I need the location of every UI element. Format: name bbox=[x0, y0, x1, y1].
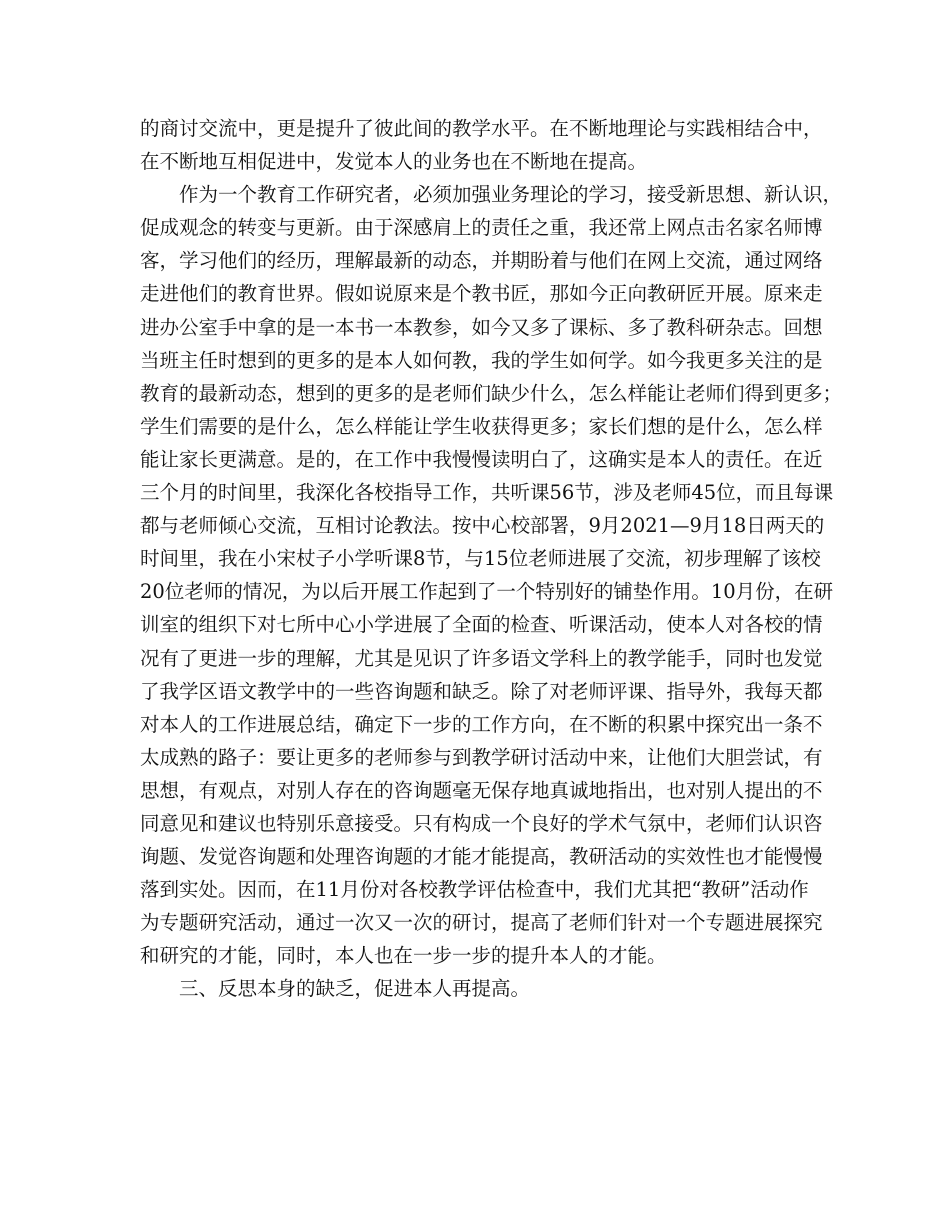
paragraph-line: 作为一个教育工作研究者，必须加强业务理论的学习，接受新思想、新认识， bbox=[179, 183, 843, 207]
paragraph-line: 教育的最新动态，想到的更多的是老师们缺少什么，怎么样能让老师们得到更多； bbox=[140, 381, 843, 405]
paragraph-line: 询题、发觉咨询题和处理咨询题的才能才能提高，教研活动的实效性也才能慢慢 bbox=[140, 845, 823, 869]
paragraph-line: 促成观念的转变与更新。由于深感肩上的责任之重，我还常上网点击名家名师博 bbox=[140, 216, 823, 240]
paragraph-line: 和研究的才能，同时，本人也在一步一步的提升本人的才能。 bbox=[140, 944, 667, 968]
section-heading: 三、反思本身的缺乏，促进本人再提高。 bbox=[179, 977, 531, 1001]
paragraph-line: 20位老师的情况，为以后开展工作起到了一个特别好的铺垫作用。10月份，在研 bbox=[140, 580, 834, 604]
paragraph-line: 当班主任时想到的更多的是本人如何教，我的学生如何学。如今我更多关注的是 bbox=[140, 348, 823, 372]
paragraph-line: 都与老师倾心交流，互相讨论教法。按中心校部署，9月2021—9月18日两天的 bbox=[140, 514, 825, 538]
paragraph-line: 三个月的时间里，我深化各校指导工作，共听课56节，涉及老师45位，而且每课 bbox=[140, 481, 834, 505]
paragraph-line: 思想，有观点，对别人存在的咨询题毫无保存地真诚地指出，也对别人提出的不 bbox=[140, 778, 823, 802]
paragraph-line: 了我学区语文教学中的一些咨询题和缺乏。除了对老师评课、指导外，我每天都 bbox=[140, 679, 823, 703]
paragraph-line: 况有了更进一步的理解，尤其是见识了许多语文学科上的教学能手，同时也发觉 bbox=[140, 646, 823, 670]
paragraph-line: 走进他们的教育世界。假如说原来是个教书匠，那如今正向教研匠开展。原来走 bbox=[140, 282, 823, 306]
paragraph-line: 落到实处。因而，在11月份对各校教学评估检查中，我们尤其把“教研”活动作 bbox=[140, 878, 809, 902]
paragraph-line: 训室的组织下对七所中心小学进展了全面的检查、听课活动，使本人对各校的情 bbox=[140, 613, 823, 637]
paragraph-line: 学生们需要的是什么，怎么样能让学生收获得更多；家长们想的是什么，怎么样 bbox=[140, 414, 823, 438]
paragraph-line: 的商讨交流中，更是提升了彼此间的教学水平。在不断地理论与实践相结合中， bbox=[140, 117, 823, 140]
paragraph-line: 客，学习他们的经历，理解最新的动态，并期盼着与他们在网上交流，通过网络 bbox=[140, 249, 823, 273]
paragraph-line: 能让家长更满意。是的，在工作中我慢慢读明白了，这确实是本人的责任。在近 bbox=[140, 447, 823, 471]
paragraph-line: 时间里，我在小宋杖子小学听课8节，与15位老师进展了交流，初步理解了该校 bbox=[140, 547, 821, 571]
document-body bbox=[140, 112, 843, 1006]
paragraph-line: 太成熟的路子：要让更多的老师参与到教学研讨活动中来，让他们大胆尝试，有 bbox=[140, 745, 823, 769]
paragraph-line: 为专题研究活动，通过一次又一次的研讨，提高了老师们针对一个专题进展探究 bbox=[140, 911, 823, 935]
paragraph-line: 同意见和建议也特别乐意接受。只有构成一个良好的学术气氛中，老师们认识咨 bbox=[140, 811, 823, 835]
paragraph-line: 在不断地互相促进中，发觉本人的业务也在不断地在提高。 bbox=[140, 150, 648, 174]
paragraph-line: 进办公室手中拿的是一本书一本教参，如今又多了课标、多了教科研杂志。回想 bbox=[140, 315, 823, 339]
paragraph-line: 对本人的工作进展总结，确定下一步的工作方向，在不断的积累中探究出一条不 bbox=[140, 712, 823, 736]
